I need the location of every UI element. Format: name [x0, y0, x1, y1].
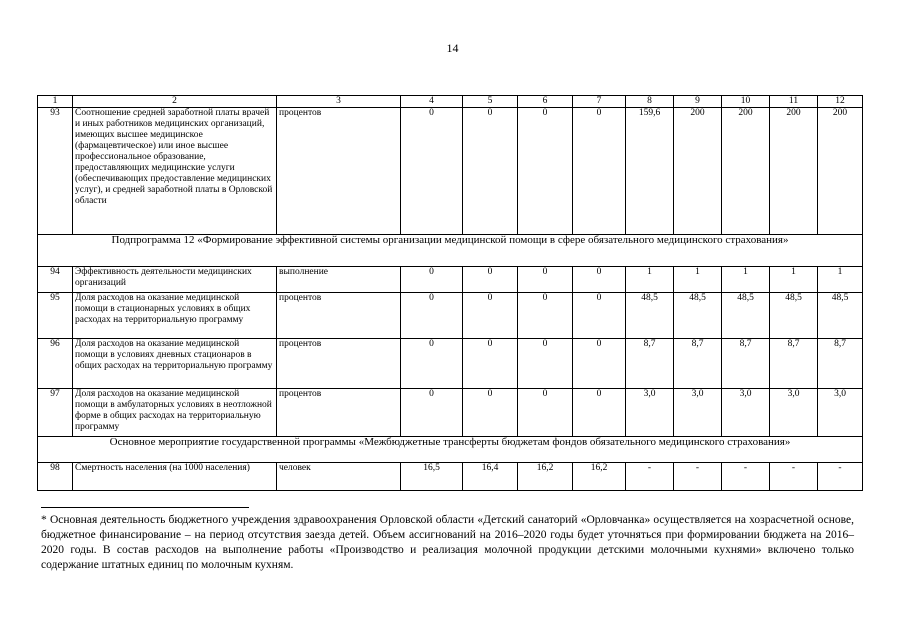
indicator-name: Эффективность деятельности медицинских организаций — [73, 267, 277, 293]
value-cell: 200 — [722, 108, 770, 235]
footnote-divider — [41, 507, 249, 508]
row-number: 94 — [38, 267, 73, 293]
table-row — [38, 339, 863, 389]
subprogram-row — [38, 235, 863, 267]
value-cell: 0 — [401, 339, 463, 389]
subprogram-title: Подпрограмма 12 «Формирование эффективной системы организации медицинской помощи в сфере обязательного медицинского страхования» — [38, 235, 863, 267]
value-cell: 48,5 — [770, 293, 818, 339]
value-cell: 0 — [463, 389, 518, 437]
value-cell: 1 — [722, 267, 770, 293]
indicator-name: Соотношение средней заработной платы врачей и иных работников медицинских организаций, имеющих высшее медицинское (фармацевтическое) или иное высшее профессиональное образование, предоставляющих медицинские услуги (обеспечивающих предоставление медицинских услуг), и средней заработной платы в Орловской области — [73, 108, 277, 235]
value-cell: 0 — [401, 389, 463, 437]
unit-cell: процентов — [277, 339, 401, 389]
value-cell: 0 — [518, 267, 573, 293]
unit-cell: процентов — [277, 108, 401, 235]
unit-cell: процентов — [277, 389, 401, 437]
value-cell: 16,2 — [573, 463, 626, 491]
value-cell: 0 — [573, 293, 626, 339]
indicator-name: Смертность населения (на 1000 населения) — [73, 463, 277, 491]
value-cell: 200 — [674, 108, 722, 235]
value-cell: - — [722, 463, 770, 491]
column-number: 10 — [722, 96, 770, 108]
column-number: 5 — [463, 96, 518, 108]
value-cell: 8,7 — [674, 339, 722, 389]
value-cell: 16,2 — [518, 463, 573, 491]
main-activity-row — [38, 437, 863, 463]
unit-cell: человек — [277, 463, 401, 491]
column-number: 7 — [573, 96, 626, 108]
value-cell: 0 — [573, 389, 626, 437]
value-cell: 1 — [818, 267, 863, 293]
column-number: 4 — [401, 96, 463, 108]
row-number: 95 — [38, 293, 73, 339]
value-cell: 0 — [463, 339, 518, 389]
table-row — [38, 463, 863, 491]
row-number: 93 — [38, 108, 73, 235]
value-cell: - — [674, 463, 722, 491]
value-cell: 0 — [518, 389, 573, 437]
row-number: 97 — [38, 389, 73, 437]
value-cell: 200 — [818, 108, 863, 235]
value-cell: 8,7 — [626, 339, 674, 389]
column-number: 12 — [818, 96, 863, 108]
footnote: * Основная деятельность бюджетного учреждения здравоохранения Орловской области «Детский санаторий «Орловчанка» осуществляется на хозрасчетной основе, бюджетное финансирование – на период отсутствия заезда детей. Объем ассигнований на 2016–2020 годы будет уточняться при формировании бюджета на 2016–2020 годы. В состав расходов на выполнение работы «Производство и реализация молочной продукции детскими молочными кухнями» включено только содержание штатных единиц по молочным кухням. — [41, 514, 854, 571]
row-number: 98 — [38, 463, 73, 491]
value-cell: 8,7 — [722, 339, 770, 389]
indicator-name: Доля расходов на оказание медицинской помощи в условиях дневных стационаров в общих расходах на территориальную программу — [73, 339, 277, 389]
value-cell: 48,5 — [818, 293, 863, 339]
column-number-row — [38, 96, 863, 108]
value-cell: 8,7 — [770, 339, 818, 389]
value-cell: 0 — [401, 267, 463, 293]
unit-cell: процентов — [277, 293, 401, 339]
indicators-table — [37, 95, 863, 491]
value-cell: 3,0 — [626, 389, 674, 437]
value-cell: 200 — [770, 108, 818, 235]
value-cell: 3,0 — [770, 389, 818, 437]
value-cell: 3,0 — [722, 389, 770, 437]
table-row — [38, 389, 863, 437]
value-cell: 48,5 — [626, 293, 674, 339]
value-cell: - — [770, 463, 818, 491]
column-number: 3 — [277, 96, 401, 108]
column-number: 1 — [38, 96, 73, 108]
value-cell: 0 — [518, 108, 573, 235]
table-row — [38, 267, 863, 293]
page-number: 14 — [446, 41, 459, 55]
value-cell: 48,5 — [674, 293, 722, 339]
value-cell: 3,0 — [674, 389, 722, 437]
value-cell: 0 — [463, 267, 518, 293]
value-cell: 159,6 — [626, 108, 674, 235]
value-cell: 0 — [573, 339, 626, 389]
value-cell: 3,0 — [818, 389, 863, 437]
column-number: 2 — [73, 96, 277, 108]
value-cell: 48,5 — [722, 293, 770, 339]
value-cell: 0 — [573, 267, 626, 293]
value-cell: 1 — [674, 267, 722, 293]
value-cell: 1 — [770, 267, 818, 293]
indicator-name: Доля расходов на оказание медицинской помощи в стационарных условиях в общих расходах на территориальную программу — [73, 293, 277, 339]
value-cell: - — [818, 463, 863, 491]
row-number: 96 — [38, 339, 73, 389]
value-cell: 0 — [463, 108, 518, 235]
value-cell: 0 — [518, 293, 573, 339]
column-number: 6 — [518, 96, 573, 108]
column-number: 9 — [674, 96, 722, 108]
value-cell: - — [626, 463, 674, 491]
value-cell: 0 — [573, 108, 626, 235]
unit-cell: выполнение — [277, 267, 401, 293]
value-cell: 1 — [626, 267, 674, 293]
table-row — [38, 293, 863, 339]
value-cell: 16,4 — [463, 463, 518, 491]
value-cell: 16,5 — [401, 463, 463, 491]
value-cell: 8,7 — [818, 339, 863, 389]
value-cell: 0 — [401, 293, 463, 339]
column-number: 11 — [770, 96, 818, 108]
value-cell: 0 — [463, 293, 518, 339]
value-cell: 0 — [518, 339, 573, 389]
value-cell: 0 — [401, 108, 463, 235]
column-number: 8 — [626, 96, 674, 108]
main-activity-title: Основное мероприятие государственной программы «Межбюджетные трансферты бюджетам фондов обязательного медицинского страхования» — [38, 437, 863, 463]
indicator-name: Доля расходов на оказание медицинской помощи в амбулаторных условиях в неотложной форме в общих расходах на территориальную программу — [73, 389, 277, 437]
table-row — [38, 108, 863, 235]
